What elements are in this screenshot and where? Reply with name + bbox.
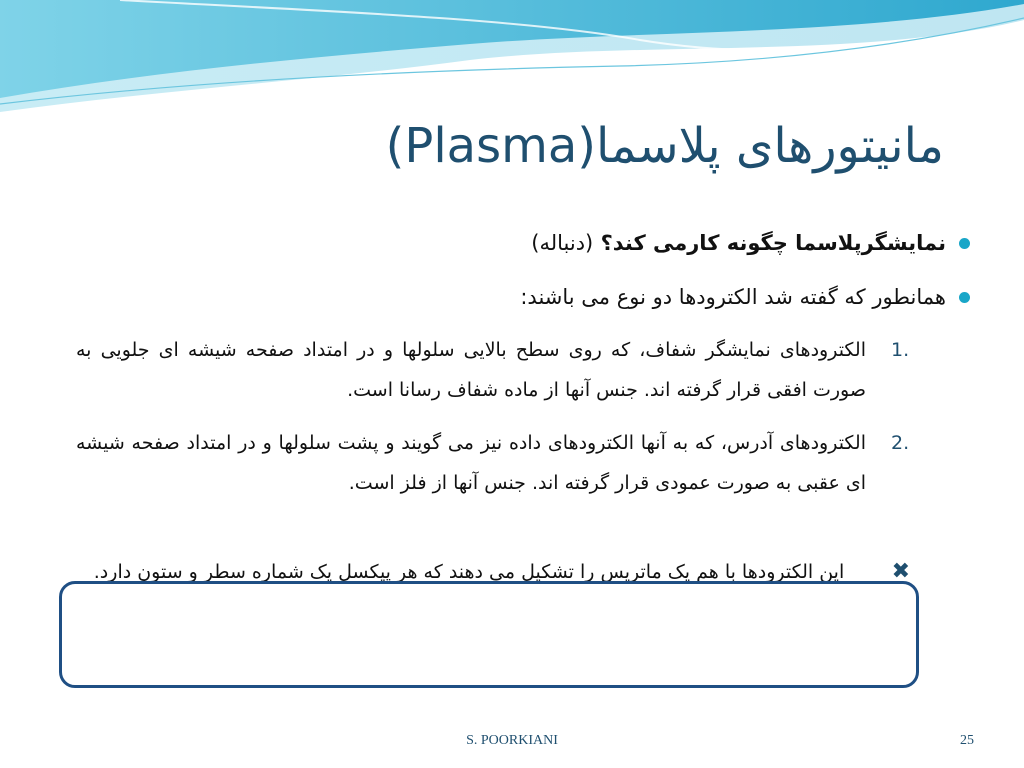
cross-icon: ✖ xyxy=(891,559,910,584)
item-number: 1. xyxy=(891,339,910,361)
numbered-item xyxy=(76,330,910,410)
bullet-text: نمایشگرپلاسما چگونه کارمی کند؟ xyxy=(600,231,946,255)
bullet-subtext: (دنباله) xyxy=(531,231,594,255)
header-wave-decoration xyxy=(0,0,1024,120)
item-number: 2. xyxy=(891,432,910,454)
bullet-item xyxy=(86,228,946,258)
item-text: الکترودهای نمایشگر شفاف، که روی سطح بالایی سلولها و در امتداد صفحه شیشه ای جلویی به صورت افقی قرار گرفته اند. جنس آنها از ماده شفاف رسانا است. xyxy=(76,339,866,401)
item-text: الکترودهای آدرس، که به آنها الکترودهای داده نیز می گویند و پشت سلولها و در امتداد صفحه شیشه ای عقبی به صورت عمودی قرار گرفته اند. جنس آنها از فلز است. xyxy=(76,432,866,494)
bullet-item xyxy=(86,282,946,312)
highlight-box xyxy=(59,581,919,688)
footer-author: S. POORKIANI xyxy=(466,733,558,748)
bullet-dot-icon xyxy=(959,292,970,303)
numbered-item xyxy=(76,423,910,503)
slide-title: مانیتورهای پلاسما(Plasma) xyxy=(385,118,944,174)
bullet-text: همانطور که گفته شد الکترودها دو نوع می باشند: xyxy=(520,285,946,309)
page-number: 25 xyxy=(960,733,974,748)
highlight-text: این الکترودها با هم یک ماتریس را تشکیل می دهند که هر پیکسل یک شماره سطر و ستون دارد. xyxy=(93,561,845,583)
bullet-dot-icon xyxy=(959,238,970,249)
